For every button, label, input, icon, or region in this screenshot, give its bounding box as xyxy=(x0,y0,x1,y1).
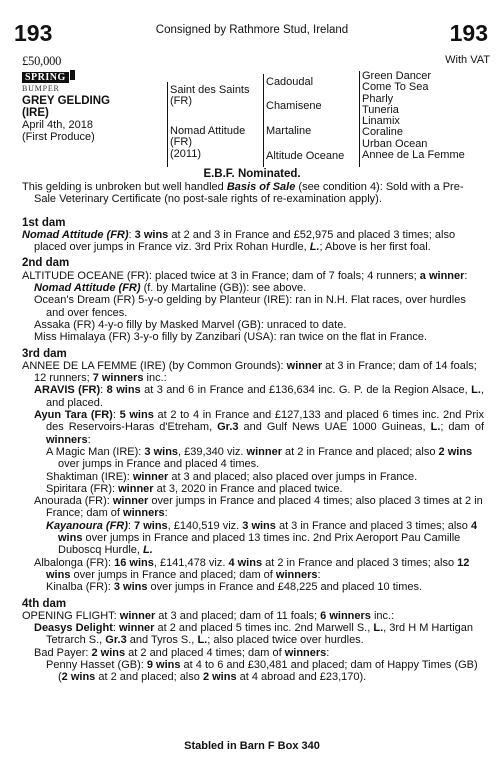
offspring-spiritara: Spiritara (FR): winner at 3, 2020 in France and placed twice. xyxy=(46,482,343,495)
offspring-albalonga: Albalonga (FR): 16 wins, £141,478 viz. 4 wins at 2 in France and placed 3 times; also 12 wins over jumps in France and placed; dam of winners: xyxy=(34,556,470,581)
dam-country: (FR) xyxy=(170,136,192,149)
fourth-dam-lead: OPENING FLIGHT: winner at 3 and placed; dam of 11 foals; 6 winners inc.: xyxy=(22,609,395,622)
gen3-3: Tuneria xyxy=(362,103,399,116)
lot-number-left: 193 xyxy=(14,20,53,46)
badge-spring-label: SPRING xyxy=(22,72,69,83)
gen2-2: Martaline xyxy=(266,125,312,137)
gen3-5: Coraline xyxy=(362,126,403,139)
gen3-7: Annee de La Femme xyxy=(362,149,465,162)
stabling-info: Stabled in Barn F Box 340 xyxy=(184,740,320,752)
second-dam-sub: Nomad Attitude (FR) (f. by Martaline (GB)): see above. xyxy=(34,282,307,295)
dam-year: (2011) xyxy=(170,147,201,160)
gen2-3: Altitude Oceane xyxy=(266,150,345,162)
dam-name: Nomad Attitude xyxy=(170,125,246,137)
ebf-nominated: E.B.F. Nominated. xyxy=(203,168,301,180)
pedigree-sire xyxy=(170,85,250,108)
horse-country: (IRE) xyxy=(22,107,49,119)
gen3-0: Green Dancer xyxy=(362,70,432,82)
gen3-list xyxy=(362,71,465,161)
third-dam-lead: ANNEE DE LA FEMME (IRE) (by Common Grounds): winner at 3 in France; dam of 14 foals; 12 runners; 7 winners inc.: xyxy=(22,359,477,385)
offspring-a-magic-man: A Magic Man (IRE): 3 wins, £39,340 viz. winner at 2 in France and placed; also 2 wins over jumps in France and placed 4 times. xyxy=(46,445,473,471)
produce-note: (First Produce) xyxy=(22,131,95,143)
second-dam-line: Assaka (FR) 4-y-o filly by Masked Marvel (GB): unraced to date. xyxy=(34,318,347,331)
second-dam-heading: 2nd dam xyxy=(22,257,70,270)
vat-status: With VAT xyxy=(445,54,490,66)
horse-type: GREY GELDING xyxy=(22,95,110,107)
offspring-kayanoura: Kayanoura (FR): 7 wins, £140,519 viz. 3 wins at 3 in France and placed 3 times; also 4 wins over jumps in France and placed 13 times inc. 2nd Prix Aeroport Pau Camille Duboscq Hurdle, L. xyxy=(46,519,478,557)
gen3-1: Come To Sea xyxy=(362,81,429,94)
sire-country: (FR) xyxy=(170,95,192,108)
gen3-6: Urban Ocean xyxy=(362,137,428,150)
offspring-kinalba: Kinalba (FR): 3 wins over jumps in France and £48,225 and placed 10 times. xyxy=(46,581,423,594)
gen3-2: Pharly xyxy=(362,92,394,105)
offspring-penny-hasset: Penny Hasset (GB): 9 wins at 4 to 6 and £30,481 and placed; dam of Happy Times (GB) (2 wins at 2 and placed; also 2 wins at 4 abroad and £23,170). xyxy=(46,658,478,684)
foaling-date: April 4th, 2018 xyxy=(22,119,93,131)
first-dam-text: Nomad Attitude (FR): 3 wins at 2 and 3 in France and £52,975 and placed 3 times; also placed over jumps in France viz. 3rd Prix Rohan Hurdle, L.; Above is her first foal. xyxy=(22,228,456,254)
offspring-aravis: ARAVIS (FR): 8 wins at 3 and 6 in France and £136,634 inc. G. P. de la Region Alsace, L., and placed. xyxy=(34,384,484,409)
second-dam-lead: ALTITUDE OCEANE (FR): placed twice at 3 in France; dam of 7 foals; 4 runners; a winner: xyxy=(22,269,468,282)
badge-bumper-label: BUMPER xyxy=(22,83,60,93)
fourth-dam-heading: 4th dam xyxy=(22,597,67,610)
consignor: Consigned by Rathmore Stud, Ireland xyxy=(155,24,349,36)
pedigree-dam xyxy=(170,126,245,160)
spring-bumper-badge xyxy=(22,55,86,93)
first-dam-heading: 1st dam xyxy=(22,216,66,229)
intro-paragraph: This gelding is unbroken but well handled Basis of Sale (see condition 4): Sold with a Pre-Sale Veterinary Certificate (no post-sale rights of re-examination apply). xyxy=(22,181,464,206)
gen3-4: Linamix xyxy=(362,115,400,128)
second-dam-line: Miss Himalaya (FR) 3-y-o filly by Zanzibari (USA): ran twice on the flat in France. xyxy=(34,331,428,344)
bonus-price: £50,000 xyxy=(22,54,62,68)
sire-name: Saint des Saints xyxy=(170,84,250,96)
gen2-0: Cadoudal xyxy=(266,76,314,88)
offspring-deasys-delight: Deasys Delight: winner at 2 and placed 5 times inc. 2nd Marwell S., L., 3rd H M Hartigan Tetrarch S., Gr.3 and Tyros S., L.; also placed twice over hurdles. xyxy=(34,622,473,647)
offspring-shaktiman: Shaktiman (IRE): winner at 3 and placed; also placed over jumps in France. xyxy=(46,470,418,483)
basis-of-sale: Basis of Sale xyxy=(226,181,296,193)
gen2-1: Chamisene xyxy=(266,100,322,112)
catalogue-body xyxy=(22,181,484,684)
offspring-ayun-tara: Ayun Tara (FR): 5 wins at 2 to 4 in France and £127,133 and placed 6 times inc. 2nd Prix des Reservoirs-Haras d'Etreham, Gr.3 and Gulf News UAE 1000 Guineas, L.; dam of winners: xyxy=(34,409,484,446)
third-dam-heading: 3rd dam xyxy=(22,347,67,360)
horse-description xyxy=(22,95,110,143)
lot-number-right: 193 xyxy=(449,20,488,46)
offspring-anourada: Anourada (FR): winner over jumps in France and placed 4 times; also placed 3 times at 2 in France; dam of winners: xyxy=(34,495,483,520)
second-dam-line: Ocean's Dream (FR) 5-y-o gelding by Planteur (IRE): ran in N.H. Flat races, over hurdles and over fences. xyxy=(34,294,466,319)
badge-bar-icon xyxy=(70,70,75,80)
offspring-bad-payer: Bad Payer: 2 wins at 2 and placed 4 times; dam of winners: xyxy=(34,646,330,659)
